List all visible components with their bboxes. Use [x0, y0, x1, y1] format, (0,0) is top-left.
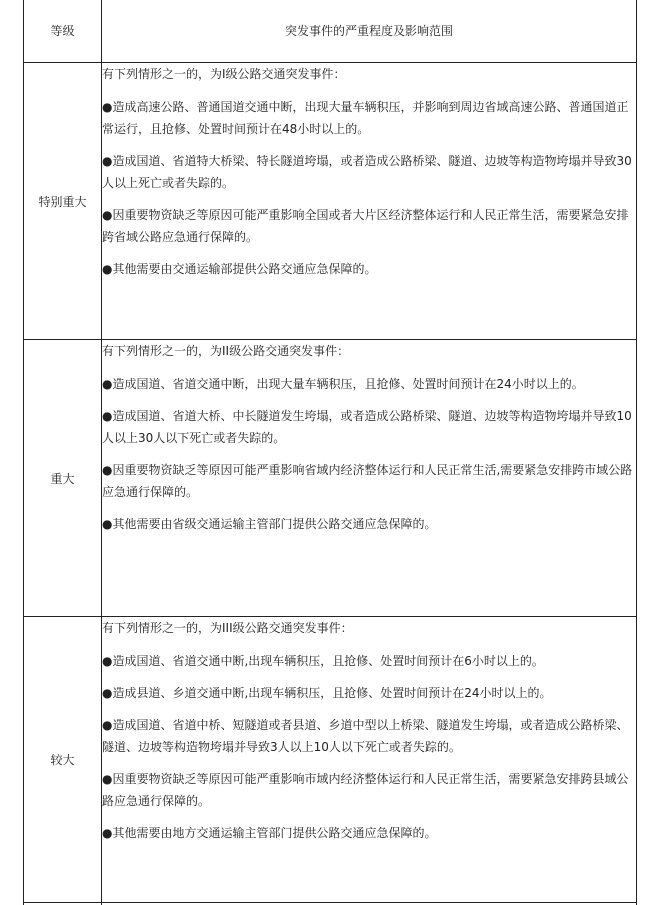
- description-cell: [102, 617, 637, 903]
- list-item: ●造成国道、省道交通中断，出现大量车辆积压，且抢修、处置时间预计在24小时以上的。: [102, 377, 584, 391]
- severity-table: [23, 0, 637, 905]
- list-item: ●其他需要由交通运输部提供公路交通应急保障的。: [102, 262, 377, 276]
- header-level: 等级: [24, 0, 102, 63]
- table-row: [24, 340, 637, 617]
- list-item: ●造成国道、省道特大桥梁、特长隧道垮塌，或者造成公路桥梁、隧道、边坡等构造物垮塌并导致30人以上死亡或者失踪的。: [102, 154, 632, 190]
- list-item: ●造成县道、乡道交通中断,出现车辆积压，且抢修、处置时间预计在24小时以上的。: [102, 686, 552, 700]
- level-cell: 较大: [24, 617, 102, 903]
- list-item: ●造成国道、省道中桥、短隧道或者县道、乡道中型以上桥梁、隧道发生垮塌，或者造成公路桥梁、隧道、边坡等构造物垮塌并导致3人以上10人以下死亡或者失踪的。: [102, 718, 629, 754]
- list-item: ●因重要物资缺乏等原因可能严重影响全国或者大片区经济整体运行和人民正常生活，需要紧急安排跨省域公路应急通行保障的。: [102, 208, 629, 244]
- list-item: ●造成国道、省道交通中断,出现车辆积压，且抢修、处置时间预计在6小时以上的。: [102, 654, 544, 668]
- header-description: 突发事件的严重程度及影响范围: [102, 0, 637, 63]
- list-item: ●造成高速公路、普通国道交通中断，出现大量车辆积压，并影响到周边省域高速公路、普通国道正常运行，且抢修、处置时间预计在48小时以上的。: [102, 100, 629, 136]
- list-item: ●其他需要由地方交通运输主管部门提供公路交通应急保障的。: [102, 826, 437, 840]
- list-item: ●造成国道、省道大桥、中长隧道发生垮塌，或者造成公路桥梁、隧道、边坡等构造物垮塌并导致10人以上30人以下死亡或者失踪的。: [102, 409, 632, 445]
- level-cell: 重大: [24, 340, 102, 617]
- level-cell: 特别重大: [24, 63, 102, 340]
- table-header-row: [24, 0, 637, 63]
- description-cell: [102, 340, 637, 617]
- table-row: [24, 63, 637, 340]
- row-intro: 有下列情形之一的，为I级公路交通突发事件：: [102, 67, 346, 81]
- list-item: ●因重要物资缺乏等原因可能严重影响省域内经济整体运行和人民正常生活,需要紧急安排跨市域公路应急通行保障的。: [102, 463, 633, 499]
- description-cell: [102, 63, 637, 340]
- table-row: [24, 617, 637, 903]
- list-item: ●其他需要由省级交通运输主管部门提供公路交通应急保障的。: [102, 517, 437, 531]
- row-intro: 有下列情形之一的，为II级公路交通突发事件：: [102, 344, 350, 358]
- list-item: ●因重要物资缺乏等原因可能严重影响市域内经济整体运行和人民正常生活，需要紧急安排跨县域公路应急通行保障的。: [102, 772, 629, 808]
- row-intro: 有下列情形之一的，为III级公路交通突发事件：: [102, 621, 353, 635]
